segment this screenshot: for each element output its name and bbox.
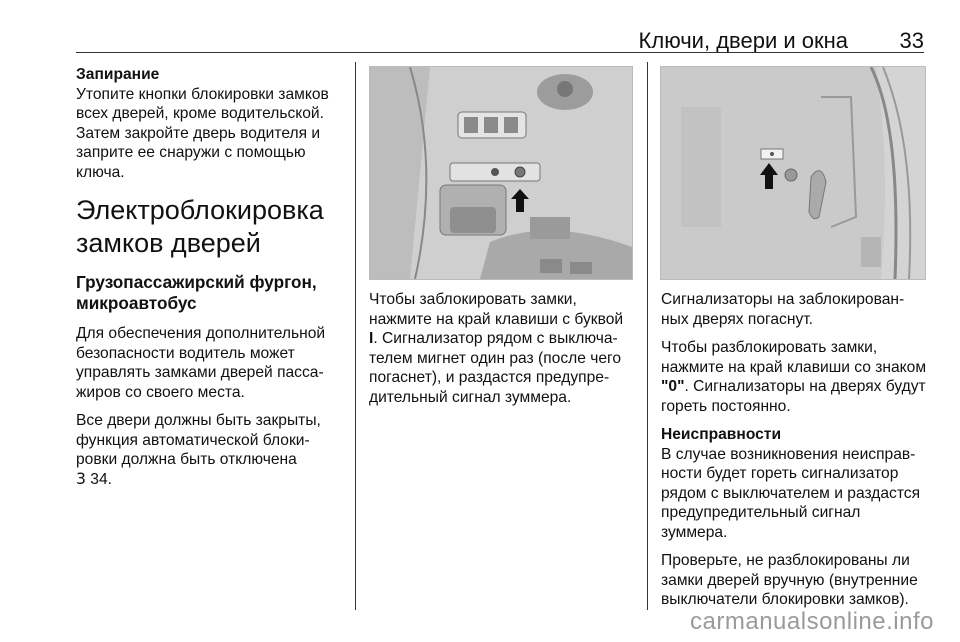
paragraph-check-doors: Проверьте, не разблокированы ли замки дверей вручную (внутренние выключатели блокировки замков). <box>661 552 918 608</box>
lock-text-start: Чтобы заблокировать замки, нажмите на край клавиши с буквой <box>369 291 624 328</box>
column-2 <box>369 290 635 416</box>
page-reference[interactable] <box>76 470 346 490</box>
malfunction-heading: Неисправности <box>661 426 782 443</box>
dashboard-lock-switch-illustration <box>369 66 633 280</box>
reference-page: 34. <box>90 470 112 488</box>
paragraph-lock-instructions <box>369 290 635 407</box>
header-rule <box>76 52 924 53</box>
paragraph-security: Для обеспечения дополнительной безопасности водитель может управлять замками дверей пасса-жиров со своего места. <box>76 325 326 401</box>
locking-text: Утопите кнопки блокировки замков всех дверей, кроме водительской. Затем закройте дверь водителя и заприте ее снаружи с помощью ключа. <box>76 85 329 181</box>
section-title: Электроблокировка замков дверей <box>76 195 324 258</box>
lock-letter: I <box>369 330 374 347</box>
column-divider-2 <box>647 62 648 610</box>
dashboard-illustration-svg <box>370 67 632 279</box>
subsection-title: Грузопассажирский фургон, микроавтобус <box>76 272 317 313</box>
locking-heading: Запирание <box>76 66 160 83</box>
paragraph-doors-closed <box>76 411 346 470</box>
lock-text-end: . Сигнализатор рядом с выключа-телем мигнет один раз (после чего погаснет), и раздастся предупре-дительный сигнал зуммера. <box>369 330 622 406</box>
reference-arrow-icon: 3 <box>76 469 86 488</box>
unlock-text-start: Чтобы разблокировать замки, нажмите на край клавиши со знаком <box>661 339 927 376</box>
unlock-sign: "0" <box>661 378 685 395</box>
column-divider-1 <box>355 62 356 610</box>
paragraph-indicators-off: Сигнализаторы на заблокирован-ных дверях погаснут. <box>661 291 905 328</box>
page-number: 33 <box>899 28 924 53</box>
watermark: carmanualsonline.info <box>690 608 934 635</box>
paragraph-unlock-instructions <box>661 338 929 416</box>
malfunction-text: В случае возникновения неисправ-ности будет гореть сигнализатор рядом с выключателем и раздастся предупредительный сигнал зуммера. <box>661 445 921 541</box>
door-panel-illustration-svg <box>661 67 925 279</box>
column-1 <box>76 65 346 489</box>
door-panel-lock-indicator-illustration <box>660 66 926 280</box>
header-title: Ключи, двери и окна <box>638 28 848 53</box>
paragraph-doors-closed-text: Все двери должны быть закрыты, функция автоматической блоки-ровки должна быть отключена <box>76 412 321 468</box>
unlock-text-end: . Сигнализаторы на дверях будут гореть постоянно. <box>661 378 926 415</box>
column-3 <box>661 290 929 619</box>
